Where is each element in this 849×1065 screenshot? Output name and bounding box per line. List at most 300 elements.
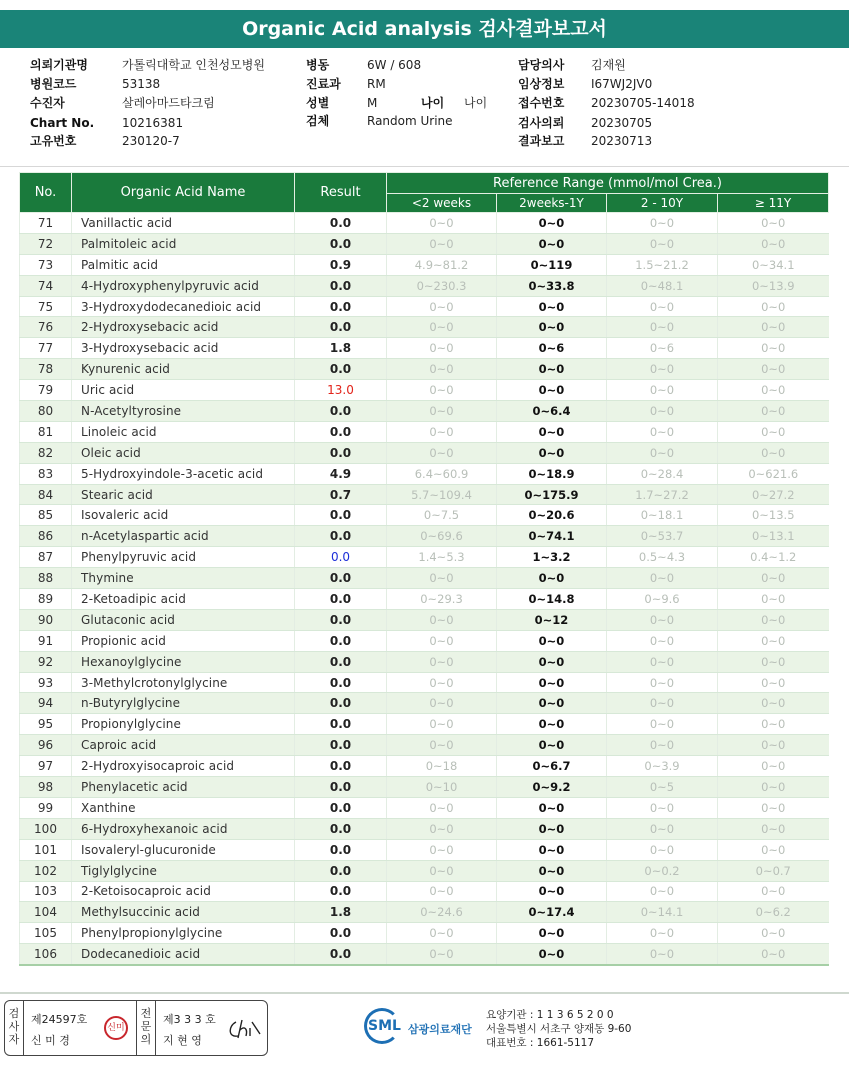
range-2-10y: 0~0 bbox=[607, 317, 718, 338]
acid-name: 3-Methylcrotonylglycine bbox=[72, 672, 295, 693]
acid-name: Dodecanedioic acid bbox=[72, 944, 295, 965]
range-2-weeks-1y: 0~17.4 bbox=[497, 902, 607, 923]
row-number: 105 bbox=[20, 923, 72, 944]
range-2-weeks-1y: 0~0 bbox=[497, 923, 607, 944]
info-divider bbox=[0, 166, 849, 167]
row-number: 102 bbox=[20, 860, 72, 881]
acid-name: Kynurenic acid bbox=[72, 359, 295, 380]
examiner-license: 제24597호 bbox=[31, 1013, 88, 1026]
table-row bbox=[20, 777, 829, 798]
range-ge-11y: 0~0 bbox=[718, 735, 829, 756]
acid-name: Methylsuccinic acid bbox=[72, 902, 295, 923]
range-2-10y: 0~0 bbox=[607, 296, 718, 317]
range-lt-2-weeks: 1.4~5.3 bbox=[387, 547, 497, 568]
range-2-weeks-1y: 0~175.9 bbox=[497, 484, 607, 505]
table-row bbox=[20, 484, 829, 505]
result-value: 0.7 bbox=[295, 484, 387, 505]
examiner-label: 검사자 bbox=[8, 1007, 20, 1046]
doctor-label: 담당의사 bbox=[518, 58, 565, 72]
table-row bbox=[20, 421, 829, 442]
range-2-10y: 0~0 bbox=[607, 421, 718, 442]
range-lt-2-weeks: 0~0 bbox=[387, 860, 497, 881]
range-ge-11y: 0~34.1 bbox=[718, 254, 829, 275]
result-value: 0.0 bbox=[295, 818, 387, 839]
range-lt-2-weeks: 0~29.3 bbox=[387, 589, 497, 610]
range-ge-11y: 0~0 bbox=[718, 589, 829, 610]
range-ge-11y: 0~27.2 bbox=[718, 484, 829, 505]
result-value: 13.0 bbox=[295, 380, 387, 401]
unique-no-value: 230120-7 bbox=[122, 134, 180, 148]
sex-value: M bbox=[367, 96, 378, 110]
clinical-info-value: I67WJ2JV0 bbox=[591, 77, 653, 91]
result-value: 0.0 bbox=[295, 630, 387, 651]
table-row bbox=[20, 818, 829, 839]
row-number: 93 bbox=[20, 672, 72, 693]
range-2-10y: 0~0 bbox=[607, 735, 718, 756]
range-lt-2-weeks: 0~230.3 bbox=[387, 275, 497, 296]
range-2-10y: 0~0 bbox=[607, 568, 718, 589]
receipt-no-value: 20230705-14018 bbox=[591, 96, 695, 110]
range-lt-2-weeks: 0~0 bbox=[387, 839, 497, 860]
range-ge-11y: 0~0 bbox=[718, 380, 829, 401]
corp-name: 삼광의료재단 bbox=[408, 1023, 472, 1036]
table-row bbox=[20, 547, 829, 568]
range-2-10y: 0~0 bbox=[607, 380, 718, 401]
acid-name: Tiglylglycine bbox=[72, 860, 295, 881]
table-row bbox=[20, 380, 829, 401]
range-2-weeks-1y: 0~12 bbox=[497, 609, 607, 630]
acid-name: 2-Ketoadipic acid bbox=[72, 589, 295, 610]
ward-value: 6W / 608 bbox=[367, 58, 422, 72]
range-ge-11y: 0~0 bbox=[718, 609, 829, 630]
row-number: 94 bbox=[20, 693, 72, 714]
range-ge-11y: 0~0 bbox=[718, 714, 829, 735]
row-number: 97 bbox=[20, 756, 72, 777]
result-value: 0.0 bbox=[295, 233, 387, 254]
range-2-weeks-1y: 0~0 bbox=[497, 672, 607, 693]
table-row bbox=[20, 672, 829, 693]
result-value: 0.0 bbox=[295, 923, 387, 944]
row-number: 71 bbox=[20, 213, 72, 234]
table-row bbox=[20, 735, 829, 756]
table-row bbox=[20, 902, 829, 923]
range-ge-11y: 0.4~1.2 bbox=[718, 547, 829, 568]
range-lt-2-weeks: 0~18 bbox=[387, 756, 497, 777]
acid-name: 3-Hydroxydodecanedioic acid bbox=[72, 296, 295, 317]
range-2-10y: 0~0 bbox=[607, 651, 718, 672]
acid-name: 5-Hydroxyindole-3-acetic acid bbox=[72, 463, 295, 484]
examinee-label: 수진자 bbox=[30, 96, 65, 110]
range-ge-11y: 0~0 bbox=[718, 756, 829, 777]
report-date-value: 20230713 bbox=[591, 134, 653, 148]
range-lt-2-weeks: 0~0 bbox=[387, 233, 497, 254]
range-ge-11y: 0~13.9 bbox=[718, 275, 829, 296]
range-ge-11y: 0~6.2 bbox=[718, 902, 829, 923]
table-row bbox=[20, 359, 829, 380]
range-ge-11y: 0~0 bbox=[718, 797, 829, 818]
range-lt-2-weeks: 4.9~81.2 bbox=[387, 254, 497, 275]
range-2-10y: 0~0 bbox=[607, 693, 718, 714]
request-date-label: 검사의뢰 bbox=[518, 116, 565, 130]
row-number: 86 bbox=[20, 526, 72, 547]
org-code: 요양기관 : 1 1 3 6 5 2 0 0 bbox=[486, 1009, 614, 1021]
result-value: 0.0 bbox=[295, 860, 387, 881]
range-2-10y: 0~18.1 bbox=[607, 505, 718, 526]
results-table bbox=[19, 172, 829, 966]
row-number: 76 bbox=[20, 317, 72, 338]
row-number: 95 bbox=[20, 714, 72, 735]
range-lt-2-weeks: 0~0 bbox=[387, 797, 497, 818]
table-row bbox=[20, 442, 829, 463]
result-value: 0.0 bbox=[295, 651, 387, 672]
footer-divider bbox=[0, 992, 849, 994]
range-lt-2-weeks: 0~0 bbox=[387, 672, 497, 693]
range-ge-11y: 0~0 bbox=[718, 818, 829, 839]
row-number: 106 bbox=[20, 944, 72, 965]
row-number: 73 bbox=[20, 254, 72, 275]
range-ge-11y: 0~0 bbox=[718, 233, 829, 254]
range-2-10y: 0~14.1 bbox=[607, 902, 718, 923]
signature-mark bbox=[226, 1016, 262, 1042]
examiner-name: 신 미 경 bbox=[31, 1034, 70, 1047]
result-value: 0.0 bbox=[295, 568, 387, 589]
range-ge-11y: 0~621.6 bbox=[718, 463, 829, 484]
result-value: 0.0 bbox=[295, 442, 387, 463]
table-row bbox=[20, 693, 829, 714]
range-2-weeks-1y: 1~3.2 bbox=[497, 547, 607, 568]
result-value: 0.0 bbox=[295, 672, 387, 693]
range-lt-2-weeks: 0~0 bbox=[387, 651, 497, 672]
range-lt-2-weeks: 0~0 bbox=[387, 923, 497, 944]
department-label: 진료과 bbox=[306, 77, 341, 91]
divider bbox=[136, 1001, 137, 1055]
examinee-value: 살레아마드타크림 bbox=[122, 96, 215, 110]
specialist-name: 지 현 영 bbox=[163, 1034, 202, 1047]
range-2-weeks-1y: 0~0 bbox=[497, 839, 607, 860]
row-number: 79 bbox=[20, 380, 72, 401]
range-ge-11y: 0~0 bbox=[718, 317, 829, 338]
table-row bbox=[20, 463, 829, 484]
result-value: 0.0 bbox=[295, 589, 387, 610]
range-2-weeks-1y: 0~14.8 bbox=[497, 589, 607, 610]
range-lt-2-weeks: 0~0 bbox=[387, 296, 497, 317]
row-number: 83 bbox=[20, 463, 72, 484]
range-ge-11y: 0~13.5 bbox=[718, 505, 829, 526]
table-row bbox=[20, 756, 829, 777]
range-2-10y: 0~0 bbox=[607, 442, 718, 463]
range-2-weeks-1y: 0~0 bbox=[497, 296, 607, 317]
range-lt-2-weeks: 0~24.6 bbox=[387, 902, 497, 923]
range-lt-2-weeks: 0~0 bbox=[387, 359, 497, 380]
hospital-code-value: 53138 bbox=[122, 77, 161, 91]
range-2-weeks-1y: 0~20.6 bbox=[497, 505, 607, 526]
range-2-10y: 0~0 bbox=[607, 213, 718, 234]
row-number: 90 bbox=[20, 609, 72, 630]
table-row bbox=[20, 233, 829, 254]
institution-value: 가톨릭대학교 인천성모병원 bbox=[122, 58, 265, 72]
ward-label: 병동 bbox=[306, 58, 330, 72]
acid-name: Palmitoleic acid bbox=[72, 233, 295, 254]
row-number: 82 bbox=[20, 442, 72, 463]
range-ge-11y: 0~0 bbox=[718, 442, 829, 463]
result-value: 0.0 bbox=[295, 735, 387, 756]
result-value: 0.0 bbox=[295, 797, 387, 818]
table-row bbox=[20, 589, 829, 610]
range-2-weeks-1y: 0~0 bbox=[497, 233, 607, 254]
sex-label: 성별 bbox=[306, 96, 330, 110]
range-2-10y: 0~0 bbox=[607, 797, 718, 818]
org-address: 서울특별시 서초구 양재동 9-60 bbox=[486, 1023, 632, 1035]
range-ge-11y: 0~0 bbox=[718, 839, 829, 860]
range-ge-11y: 0~0 bbox=[718, 568, 829, 589]
range-2-10y: 0~48.1 bbox=[607, 275, 718, 296]
range-ge-11y: 0~0 bbox=[718, 421, 829, 442]
range-ge-11y: 0~0.7 bbox=[718, 860, 829, 881]
range-2-10y: 0~0 bbox=[607, 839, 718, 860]
range-2-weeks-1y: 0~0 bbox=[497, 421, 607, 442]
table-row bbox=[20, 860, 829, 881]
acid-name: Glutaconic acid bbox=[72, 609, 295, 630]
org-phone: 대표번호 : 1661-5117 bbox=[486, 1037, 595, 1049]
range-lt-2-weeks: 0~10 bbox=[387, 777, 497, 798]
sml-logo bbox=[364, 1008, 480, 1048]
table-row bbox=[20, 526, 829, 547]
col-header-result: Result bbox=[295, 173, 387, 213]
result-value: 0.0 bbox=[295, 296, 387, 317]
row-number: 89 bbox=[20, 589, 72, 610]
col-header-range-3: 2 - 10Y bbox=[607, 194, 718, 213]
result-value: 0.0 bbox=[295, 714, 387, 735]
acid-name: Isovaleryl-glucuronide bbox=[72, 839, 295, 860]
row-number: 85 bbox=[20, 505, 72, 526]
range-2-10y: 0~0 bbox=[607, 609, 718, 630]
range-2-10y: 0~0 bbox=[607, 401, 718, 422]
range-2-10y: 0~0 bbox=[607, 672, 718, 693]
row-number: 87 bbox=[20, 547, 72, 568]
range-2-10y: 0~0 bbox=[607, 881, 718, 902]
result-value: 0.0 bbox=[295, 505, 387, 526]
table-row bbox=[20, 505, 829, 526]
table-row bbox=[20, 923, 829, 944]
range-lt-2-weeks: 0~0 bbox=[387, 213, 497, 234]
acid-name: 6-Hydroxyhexanoic acid bbox=[72, 818, 295, 839]
range-2-weeks-1y: 0~119 bbox=[497, 254, 607, 275]
range-ge-11y: 0~0 bbox=[718, 401, 829, 422]
row-number: 78 bbox=[20, 359, 72, 380]
range-2-weeks-1y: 0~0 bbox=[497, 735, 607, 756]
range-2-10y: 0~28.4 bbox=[607, 463, 718, 484]
range-2-10y: 0~9.6 bbox=[607, 589, 718, 610]
range-2-weeks-1y: 0~0 bbox=[497, 317, 607, 338]
range-2-weeks-1y: 0~0 bbox=[497, 359, 607, 380]
acid-name: Palmitic acid bbox=[72, 254, 295, 275]
unique-no-label: 고유번호 bbox=[30, 134, 77, 148]
table-row bbox=[20, 630, 829, 651]
result-value: 0.0 bbox=[295, 756, 387, 777]
acid-name: Phenylpyruvic acid bbox=[72, 547, 295, 568]
table-row bbox=[20, 651, 829, 672]
acid-name: 2-Ketoisocaproic acid bbox=[72, 881, 295, 902]
organization-info bbox=[486, 1008, 631, 1050]
range-ge-11y: 0~0 bbox=[718, 296, 829, 317]
range-2-weeks-1y: 0~0 bbox=[497, 651, 607, 672]
patient-info bbox=[0, 56, 849, 164]
range-2-weeks-1y: 0~0 bbox=[497, 881, 607, 902]
acid-name: Isovaleric acid bbox=[72, 505, 295, 526]
acid-name: Caproic acid bbox=[72, 735, 295, 756]
range-ge-11y: 0~13.1 bbox=[718, 526, 829, 547]
acid-name: Vanillactic acid bbox=[72, 213, 295, 234]
result-value: 0.0 bbox=[295, 421, 387, 442]
acid-name: 3-Hydroxysebacic acid bbox=[72, 338, 295, 359]
range-2-10y: 0~6 bbox=[607, 338, 718, 359]
table-row bbox=[20, 839, 829, 860]
divider bbox=[23, 1001, 24, 1055]
age-value: 나이 bbox=[464, 96, 488, 110]
table-row bbox=[20, 714, 829, 735]
table-row bbox=[20, 296, 829, 317]
result-value: 1.8 bbox=[295, 902, 387, 923]
col-header-range-4: ≥ 11Y bbox=[718, 194, 829, 213]
specialist-license: 제3 3 3 호 bbox=[163, 1013, 216, 1026]
acid-name: Phenylacetic acid bbox=[72, 777, 295, 798]
range-2-weeks-1y: 0~18.9 bbox=[497, 463, 607, 484]
acid-name: 4-Hydroxyphenylpyruvic acid bbox=[72, 275, 295, 296]
table-row bbox=[20, 275, 829, 296]
result-value: 0.9 bbox=[295, 254, 387, 275]
range-2-weeks-1y: 0~6.7 bbox=[497, 756, 607, 777]
range-lt-2-weeks: 0~0 bbox=[387, 944, 497, 965]
range-2-weeks-1y: 0~74.1 bbox=[497, 526, 607, 547]
range-lt-2-weeks: 0~0 bbox=[387, 609, 497, 630]
row-number: 75 bbox=[20, 296, 72, 317]
table-row bbox=[20, 254, 829, 275]
result-value: 0.0 bbox=[295, 275, 387, 296]
examiner-stamp: 신미 bbox=[104, 1016, 128, 1040]
result-value: 0.0 bbox=[295, 213, 387, 234]
range-2-weeks-1y: 0~0 bbox=[497, 630, 607, 651]
acid-name: Hexanoylglycine bbox=[72, 651, 295, 672]
chart-no-value: 10216381 bbox=[122, 116, 184, 130]
range-ge-11y: 0~0 bbox=[718, 338, 829, 359]
range-ge-11y: 0~0 bbox=[718, 777, 829, 798]
col-header-range-1: <2 weeks bbox=[387, 194, 497, 213]
row-number: 88 bbox=[20, 568, 72, 589]
range-2-10y: 0~0 bbox=[607, 359, 718, 380]
result-value: 0.0 bbox=[295, 609, 387, 630]
range-2-10y: 0~0 bbox=[607, 818, 718, 839]
row-number: 77 bbox=[20, 338, 72, 359]
acid-name: 2-Hydroxysebacic acid bbox=[72, 317, 295, 338]
acid-name: n-Acetylaspartic acid bbox=[72, 526, 295, 547]
result-value: 0.0 bbox=[295, 777, 387, 798]
chart-no-label: Chart No. bbox=[30, 116, 95, 130]
range-2-weeks-1y: 0~0 bbox=[497, 380, 607, 401]
result-value: 0.0 bbox=[295, 693, 387, 714]
range-lt-2-weeks: 0~0 bbox=[387, 714, 497, 735]
range-2-10y: 0~3.9 bbox=[607, 756, 718, 777]
results-body bbox=[20, 213, 829, 965]
range-2-weeks-1y: 0~0 bbox=[497, 568, 607, 589]
row-number: 72 bbox=[20, 233, 72, 254]
signature-box bbox=[4, 1000, 268, 1056]
range-ge-11y: 0~0 bbox=[718, 213, 829, 234]
table-row bbox=[20, 944, 829, 965]
specimen-value: Random Urine bbox=[367, 114, 453, 128]
range-lt-2-weeks: 0~0 bbox=[387, 380, 497, 401]
result-value: 0.0 bbox=[295, 881, 387, 902]
table-row bbox=[20, 609, 829, 630]
row-number: 99 bbox=[20, 797, 72, 818]
acid-name: n-Butyrylglycine bbox=[72, 693, 295, 714]
acid-name: Stearic acid bbox=[72, 484, 295, 505]
table-row bbox=[20, 881, 829, 902]
logo-text: SML bbox=[368, 1018, 401, 1034]
range-2-weeks-1y: 0~0 bbox=[497, 693, 607, 714]
col-header-reference: Reference Range (mmol/mol Crea.) bbox=[387, 173, 829, 194]
acid-name: 2-Hydroxyisocaproic acid bbox=[72, 756, 295, 777]
range-2-10y: 0~0 bbox=[607, 714, 718, 735]
table-row bbox=[20, 317, 829, 338]
range-ge-11y: 0~0 bbox=[718, 944, 829, 965]
result-value: 0.0 bbox=[295, 317, 387, 338]
acid-name: N-Acetyltyrosine bbox=[72, 401, 295, 422]
result-value: 1.8 bbox=[295, 338, 387, 359]
range-lt-2-weeks: 0~0 bbox=[387, 735, 497, 756]
result-value: 0.0 bbox=[295, 944, 387, 965]
doctor-value: 김재원 bbox=[591, 58, 626, 72]
range-2-weeks-1y: 0~0 bbox=[497, 213, 607, 234]
range-2-10y: 0~0 bbox=[607, 233, 718, 254]
range-2-10y: 0~5 bbox=[607, 777, 718, 798]
acid-name: Oleic acid bbox=[72, 442, 295, 463]
row-number: 84 bbox=[20, 484, 72, 505]
acid-name: Propionylglycine bbox=[72, 714, 295, 735]
range-2-weeks-1y: 0~0 bbox=[497, 818, 607, 839]
table-row bbox=[20, 797, 829, 818]
range-2-weeks-1y: 0~0 bbox=[497, 797, 607, 818]
range-ge-11y: 0~0 bbox=[718, 923, 829, 944]
result-value: 0.0 bbox=[295, 526, 387, 547]
acid-name: Xanthine bbox=[72, 797, 295, 818]
range-lt-2-weeks: 0~0 bbox=[387, 881, 497, 902]
row-number: 74 bbox=[20, 275, 72, 296]
range-2-weeks-1y: 0~33.8 bbox=[497, 275, 607, 296]
row-number: 103 bbox=[20, 881, 72, 902]
specimen-label: 검체 bbox=[306, 114, 330, 128]
range-2-weeks-1y: 0~6.4 bbox=[497, 401, 607, 422]
range-lt-2-weeks: 0~7.5 bbox=[387, 505, 497, 526]
clinical-info-label: 임상정보 bbox=[518, 77, 565, 91]
acid-name: Phenylpropionylglycine bbox=[72, 923, 295, 944]
result-value: 0.0 bbox=[295, 359, 387, 380]
institution-label: 의뢰기관명 bbox=[30, 58, 88, 72]
col-header-no: No. bbox=[20, 173, 72, 213]
range-lt-2-weeks: 5.7~109.4 bbox=[387, 484, 497, 505]
col-header-name: Organic Acid Name bbox=[72, 173, 295, 213]
range-2-10y: 0~0.2 bbox=[607, 860, 718, 881]
specialist-label: 전문의 bbox=[140, 1007, 152, 1046]
result-value: 4.9 bbox=[295, 463, 387, 484]
range-lt-2-weeks: 0~69.6 bbox=[387, 526, 497, 547]
range-2-10y: 1.7~27.2 bbox=[607, 484, 718, 505]
age-label: 나이 bbox=[421, 96, 445, 110]
range-2-10y: 0~0 bbox=[607, 923, 718, 944]
range-ge-11y: 0~0 bbox=[718, 630, 829, 651]
range-lt-2-weeks: 0~0 bbox=[387, 401, 497, 422]
request-date-value: 20230705 bbox=[591, 116, 653, 130]
row-number: 96 bbox=[20, 735, 72, 756]
